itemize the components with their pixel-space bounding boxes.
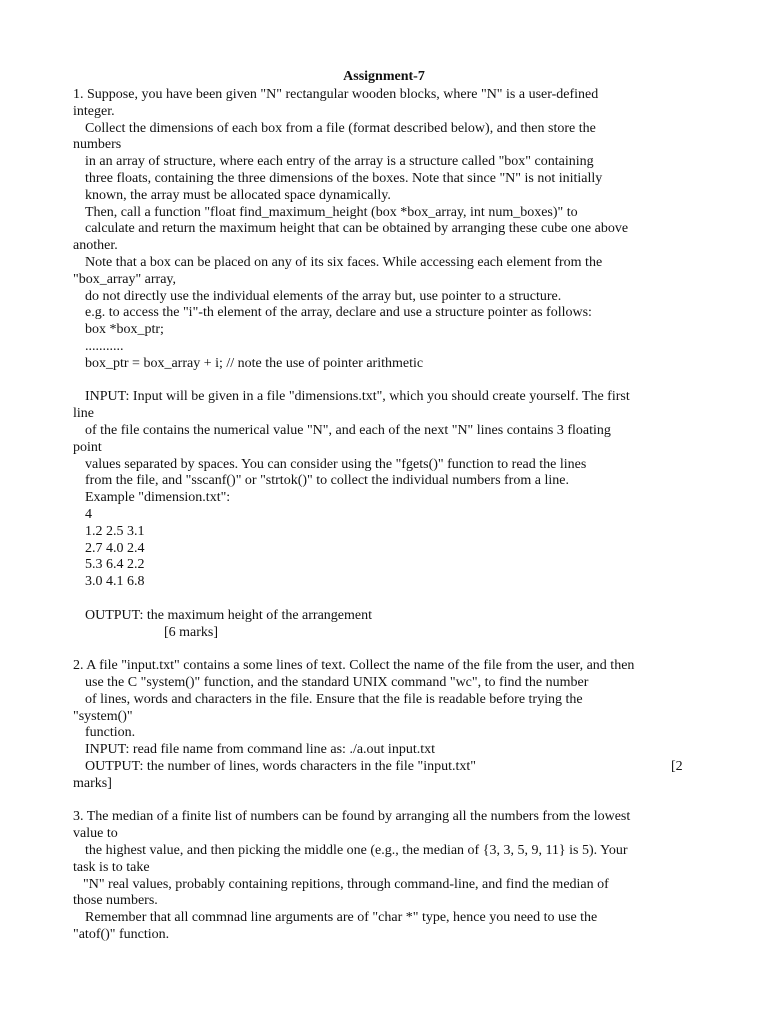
document-line: 5.3 6.4 2.2 (85, 557, 145, 572)
document-line: box_ptr = box_array + i; // note the use of pointer arithmetic (85, 356, 424, 371)
document-line: values separated by spaces. You can consider using the "fgets()" function to read the lines (85, 457, 587, 472)
marks-label: [2 (671, 759, 683, 774)
document-line: numbers (73, 137, 122, 152)
document-line: the highest value, and then picking the middle one (e.g., the median of {3, 3, 5, 9, 11} is 5). Your (85, 843, 628, 858)
document-line: 2.7 4.0 2.4 (85, 541, 145, 556)
document-line: 2. A file "input.txt" contains a some lines of text. Collect the name of the file from the user, and then (73, 658, 635, 673)
document-line: three floats, containing the three dimensions of the boxes. Note that since "N" is not initially (85, 171, 603, 186)
document-line: Collect the dimensions of each box from a file (format described below), and then store the (85, 121, 596, 136)
document-line: do not directly use the individual elements of the array but, use pointer to a structure. (85, 289, 562, 304)
document-line: from the file, and "sscanf()" or "strtok()" to collect the individual numbers from a line. (85, 473, 569, 488)
document-line: box *box_ptr; (85, 322, 164, 337)
document-line: task is to take (73, 860, 150, 875)
document-line: Example "dimension.txt": (85, 490, 231, 505)
document-line: calculate and return the maximum height that can be obtained by arranging these cube one above (85, 221, 629, 236)
document-line: of lines, words and characters in the file. Ensure that the file is readable before trying the (85, 692, 583, 707)
document-line: line (73, 406, 94, 421)
document-line: use the C "system()" function, and the standard UNIX command "wc", to find the number (85, 675, 589, 690)
document-line: 1.2 2.5 3.1 (85, 524, 145, 539)
document-title: Assignment-7 (343, 69, 425, 84)
document-line: 1. Suppose, you have been given "N" rectangular wooden blocks, where "N" is a user-defined (73, 87, 599, 102)
document-line: Remember that all commnad line arguments are of "char *" type, hence you need to use the (85, 910, 598, 925)
document-line: "box_array" array, (73, 272, 177, 287)
document-line: INPUT: Input will be given in a file "dimensions.txt", which you should create yourself. The first (85, 389, 630, 404)
document-line: ........... (85, 339, 124, 354)
document-line: Note that a box can be placed on any of its six faces. While accessing each element from the (85, 255, 603, 270)
document-line: Then, call a function "float find_maximum_height (box *box_array, int num_boxes)" to (85, 205, 578, 220)
document-line: OUTPUT: the maximum height of the arrangement (85, 608, 373, 623)
document-line: function. (85, 725, 136, 740)
document-line: those numbers. (73, 893, 158, 908)
document-line: 4 (85, 507, 92, 522)
document-line: "atof()" function. (73, 927, 170, 942)
document-line: marks] (73, 776, 112, 791)
document-line: e.g. to access the "i"-th element of the array, declare and use a structure pointer as follows: (85, 305, 592, 320)
document-line: in an array of structure, where each entry of the array is a structure called "box" containing (85, 154, 594, 169)
document-line: INPUT: read file name from command line as: ./a.out input.txt (85, 742, 435, 757)
document-line: of the file contains the numerical value "N", and each of the next "N" lines contains 3 floating (85, 423, 611, 438)
document-line: value to (73, 826, 118, 841)
document-line: 3.0 4.1 6.8 (85, 574, 145, 589)
document-line: "N" real values, probably containing repitions, through command-line, and find the median of (83, 877, 609, 892)
document-line: point (73, 440, 102, 455)
document-line: OUTPUT: the number of lines, words characters in the file "input.txt" (85, 759, 476, 774)
document-line: integer. (73, 104, 115, 119)
document-line: another. (73, 238, 118, 253)
document-line: "system()" (73, 709, 133, 724)
document-line: 3. The median of a finite list of numbers can be found by arranging all the numbers from the lowest (73, 809, 631, 824)
document-line: [6 marks] (164, 625, 219, 640)
document-line: known, the array must be allocated space dynamically. (85, 188, 391, 203)
